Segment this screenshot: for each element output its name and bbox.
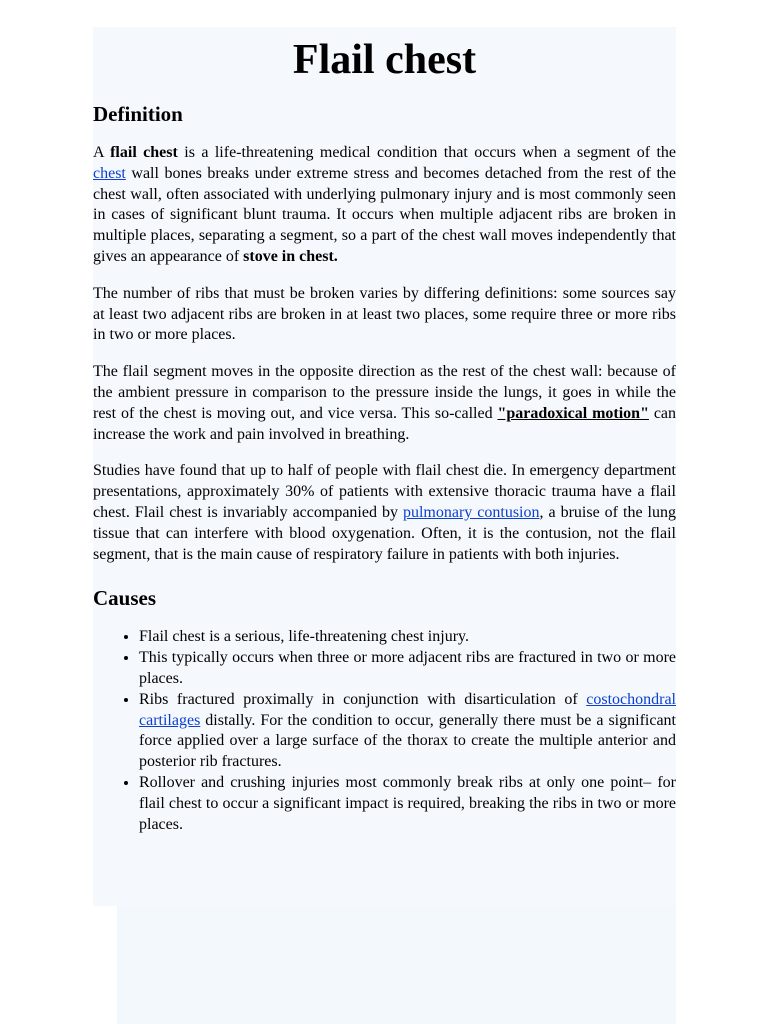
list-item: • Rollover and crushing injuries most commonly break ribs at only one point– for flail chest to occur a significant impact is required, breaking the ribs in two or more places. <box>139 773 676 835</box>
text-run: The flail segment moves in the opposite direction as the rest of the chest wall: because of the ambient pressure in comparison to the pressure inside the lungs, it goes in while the rest of the chest is moving out, and vice versa. This so-called <box>93 363 676 422</box>
bold-term-flail-chest: flail chest <box>110 144 178 161</box>
causes-heading: Causes <box>93 586 157 611</box>
definition-paragraph-1 <box>93 143 676 268</box>
text-run: A <box>93 144 111 161</box>
pulmonary-contusion-link[interactable]: pulmonary contusion <box>402 503 540 521</box>
bold-term-stove-in-chest: stove in chest. <box>243 247 338 265</box>
list-item: • Flail chest is a serious, life-threatening chest injury. <box>139 627 676 648</box>
causes-list <box>93 627 676 835</box>
page-title: Flail chest <box>292 37 477 83</box>
text-run: wall bones breaks under extreme stress and becomes detached from the rest of the chest wall, often associated with underlying pulmonary injury and is most commonly seen in cases of significant blunt trauma. It occurs when multiple adjacent ribs are broken in multiple places, separating a segment, so a part of the chest wall moves independently that gives an appearance of <box>93 164 676 265</box>
text-run: , a bruise of the lung tissue that can interfere with blood oxygenation. Often, it is the contusion, not the flail segment, that is the main cause of respiratory failure in patients with both injuries. <box>93 503 676 563</box>
definition-paragraph-3 <box>93 362 676 445</box>
text-run: is a life-threatening medical condition that occurs when a segment of the <box>177 144 677 161</box>
costochondral-cartilages-link[interactable]: costochondral cartilages <box>139 690 676 729</box>
definition-paragraph-4 <box>93 461 676 565</box>
list-item: • This typically occurs when three or more adjacent ribs are fractured in two or more places. <box>139 648 676 690</box>
text-run: Studies have found that up to half of people with flail chest die. In emergency department presentations, approximately 30% of patients with extensive thoracic trauma have a flail chest. Flail chest is invariably accompanied by <box>93 462 676 521</box>
list-item <box>139 690 676 773</box>
chest-link[interactable]: chest <box>93 164 126 182</box>
document-content <box>93 27 676 835</box>
text-run: distally. For the condition to occur, generally there must be a significant force applied over a large surface of the thorax to create the multiple anterior and posterior rib fractures. <box>139 711 676 771</box>
page-margin-strip <box>93 906 117 1024</box>
text-run: Ribs fractured proximally in conjunction with disarticulation of <box>139 690 587 708</box>
page-background-lower <box>117 906 676 1024</box>
text-run: can increase the work and pain involved in breathing. <box>93 404 677 443</box>
definition-paragraph-2: The number of ribs that must be broken varies by differing definitions: some sources say at least two adjacent ribs are broken in at least two places, some require three or more ribs in two or more places. <box>93 284 676 344</box>
paradoxical-motion-term: "paradoxical motion" <box>497 404 649 422</box>
definition-heading: Definition <box>93 102 183 126</box>
